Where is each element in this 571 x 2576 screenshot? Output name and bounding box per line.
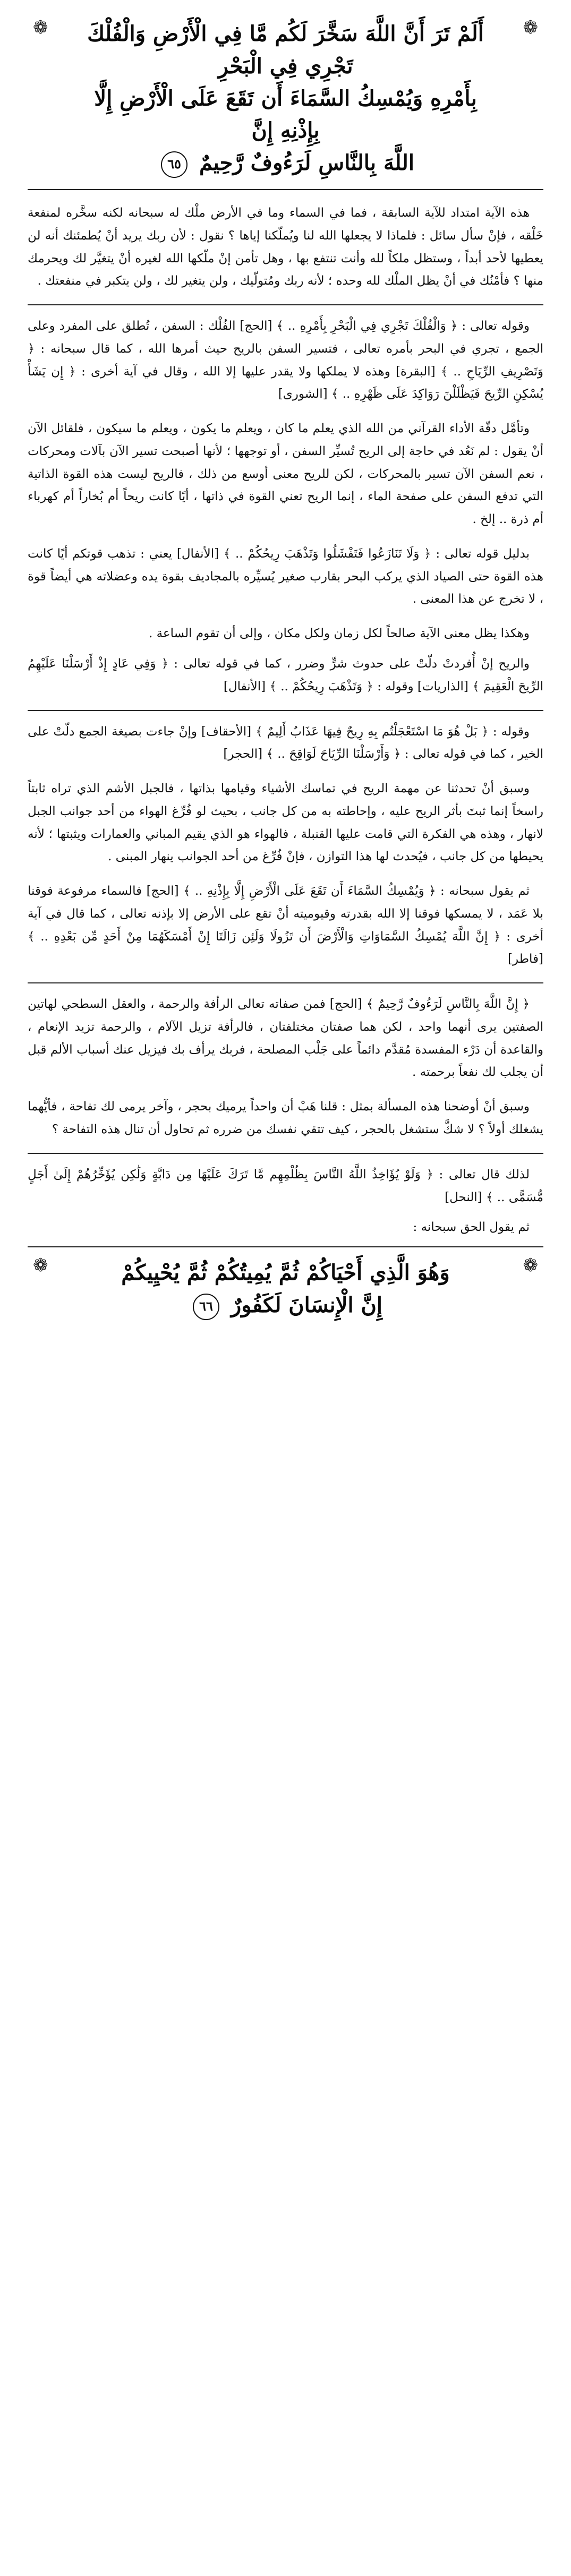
paragraph-2: وقوله تعالى : ﴿ وَالْفُلْكَ تَجْرِي فِي الْبَحْرِ بِأَمْرِهِ .. ﴾ [الحج] الفُلْك : السفن ، تُطلق على المفرد وعلى الجمع ، تجري في البحر بأمره تعالى ، فتسير السفن بالريح حيث أمرها الله ، كما قال سبحانه : ﴿ وَتَصْرِيفِ الرِّيَاحِ .. ﴾ [البقرة] وهذه لا يملكها ولا يقدر عليها إلا الله ، وقال في آية أخرى : ﴿ إِن يَشَأْ يُسْكِنِ الرِّيحَ فَيَظْلَلْنَ رَوَاكِدَ عَلَى ظَهْرِهِ .. ﴾ [الشورى] bbox=[28, 319, 543, 401]
divider bbox=[28, 1153, 543, 1154]
verse-line-text: اللَّهَ بِالنَّاسِ لَرَءُوفٌ رَّحِيمٌ bbox=[199, 150, 414, 176]
paragraph-8: وسبق أنْ تحدثنا عن مهمة الريح في تماسك الأشياء وقيامها بذاتها ، فالجبل الأشم الذي تراه ثابتاً راسخاً إنما ثبتَ بأثر الريح عليه ، وإحاطته به من كل جانب ، بحيث لو فُرِّغ الهواء من أحد جوانب الجبل لانهار ، وهذه هي الفكرة التي قامت عليها القنبلة ، فالهواء هو الذي يقيم المباني والعمارات ويثبتها ؛ لأنه يحيطها من كل جانب ، فيُحدث لها هذا التوازن ، فإنْ فُرِّغ من أحد الجوانب ينهار المبنى . bbox=[28, 782, 543, 864]
paragraph-3: وتأمَّل دقّة الأداء القرآني من الله الذي يعلم ما كان ، ويعلم ما يكون ، ويعلم ما سيكون ، فلقائل الآن أنْ يقول : لم نَعُد في حاجة إلى الريح تُسيِّر السفن ، أو توجهها ؛ لأنها أصبحت تسير الآن بآلات ومحركات ، نعم السفن الآن تسير بالمحركات ، لكن للريح معنى أوسع من ذلك ، فالريح ليست هذه القوة الذاتية التي تدفع السفن على صفحة الماء ، إنما الريح تعني القوة في ذاتها ، أيًا كانت ريحاً أم بُخاراً أم كهرباء أم ذرة .. إلخ . bbox=[28, 422, 544, 527]
ayah-number-badge: ٦٥ bbox=[161, 151, 188, 178]
paragraph-6: والريح إنْ أُفردتْ دلّتْ على حدوث شرٍّ وضرر ، كما في قوله تعالى : ﴿ وَفِي عَادٍ إِذْ أَرْسَلْنَا عَلَيْهِمُ الرِّيحَ الْعَقِيمَ ﴾ [الذاريات] وقوله : ﴿ وَتَذْهَبَ رِيحُكُمْ .. ﴾ [الأنفال] bbox=[28, 657, 543, 694]
paragraph-9: ثم يقول سبحانه : ﴿ وَيُمْسِكُ السَّمَاءَ أَن تَقَعَ عَلَى الْأَرْضِ إِلَّا بِإِذْنِهِ .. ﴾ [الحج] فالسماء مرفوعة فوقنا بلا عَمَد ، لا يمسكها فوقنا إلا الله بقدرته وقيوميته أنْ تقع على الأرض إلا بإذنه تعالى ، كما قال في آية أخرى : ﴿ إِنَّ اللَّهَ يُمْسِكُ السَّمَاوَاتِ وَالْأَرْضَ أَن تَزُولَا وَلَئِن زَالَتَا إِنْ أَمْسَكَهُمَا مِنْ أَحَدٍ مِّن بَعْدِهِ .. ﴾ [فاطر] bbox=[28, 884, 543, 966]
paragraph-12: لذلك قال تعالى : ﴿ وَلَوْ يُؤَاخِذُ اللَّهُ النَّاسَ بِظُلْمِهِم مَّا تَرَكَ عَلَيْهَا مِن دَابَّةٍ وَلَٰكِن يُؤَخِّرُهُمْ إِلَىٰ أَجَلٍ مُّسَمًّى .. ﴾ [النحل] bbox=[28, 1167, 543, 1204]
ornament-left-icon: ❁ bbox=[33, 17, 48, 38]
paragraph-1: هذه الآية امتداد للآية السابقة ، فما في السماء وما في الأرض ملْك له سبحانه لكنه سخَّره لمنفعة خَلْقه ، فإنْ سأل سائل : فلماذا لا يجعلها الله لنا ويُملّكنا إياها ؟ نقول : لأن ربك يريد أنْ يُطمئنك أنه لن يعطيها لأحد أبداً ، وستظل ملكاً لله وأنت تنتفع بها ، وهل تأمن إنْ ملّكها الله لغيره أنْ يتغيَّر لك ويحرمك منها ؟ فأمْنُك في أنْ يظل الملْك لله وحده ؛ لأنه ربك ومُتولّيك ، ولن يتغير لك ، ولن يتكبر في منفعتك . bbox=[28, 206, 543, 288]
paragraph-13: ثم يقول الحق سبحانه : bbox=[413, 1220, 530, 1235]
verse-line-final bbox=[73, 147, 498, 179]
verse-line: بِأَمْرِهِ وَيُمْسِكُ السَّمَاءَ أَن تَقَعَ عَلَى الْأَرْضِ إِلَّا بِإِذْنِهِ إِنَّ bbox=[94, 85, 477, 143]
verse-line: وَهُوَ الَّذِي أَحْيَاكُمْ ثُمَّ يُمِيتُكُمْ ثُمَّ يُحْيِيكُمْ bbox=[121, 1260, 450, 1286]
ornament-left-icon: ❁ bbox=[33, 1255, 48, 1277]
divider bbox=[28, 710, 543, 711]
divider bbox=[28, 304, 543, 305]
paragraph-7: وقوله : ﴿ بَلْ هُوَ مَا اسْتَعْجَلْتُم بِهِ رِيحٌ فِيهَا عَذَابٌ أَلِيمٌ ﴾ [الأحقاف] وإنْ جاءت بصيغة الجمع دلّتْ على الخير ، كما في قوله تعالى : ﴿ وَأَرْسَلْنَا الرِّيَاحَ لَوَاقِحَ .. ﴾ [الحجر] bbox=[28, 724, 543, 761]
divider bbox=[28, 982, 543, 983]
paragraph-4: بدليل قوله تعالى : ﴿ وَلَا تَنَازَعُوا فَتَفْشَلُوا وَتَذْهَبَ رِيحُكُمْ .. ﴾ [الأنفال] يعني : تذهب قوتكم أيًا كانت هذه القوة حتى الصياد الذي يركب البحر بقارب صغير يُسيِّره بالمجاديف بقوة يده وعضلاته هي أيضاً قوة ، لا تخرج عن هذا المعنى . bbox=[28, 546, 543, 606]
verse-line-text: إِنَّ الْإِنسَانَ لَكَفُورٌ bbox=[231, 1292, 383, 1317]
header-verse-block bbox=[28, 10, 543, 190]
paragraph-5: وهكذا يظل معنى الآية صالحاً لكل زمان ولكل مكان ، وإلى أن تقوم الساعة . bbox=[148, 627, 530, 641]
ornament-right-icon: ❁ bbox=[523, 1255, 538, 1277]
verse-line: أَلَمْ تَرَ أَنَّ اللَّهَ سَخَّرَ لَكُم مَّا فِي الْأَرْضِ وَالْفُلْكَ تَجْرِي فِي الْبَحْرِ bbox=[87, 21, 484, 79]
ayah-number-badge: ٦٦ bbox=[193, 1294, 219, 1320]
ornament-right-icon: ❁ bbox=[523, 17, 538, 38]
closing-verse-block bbox=[28, 1246, 543, 1332]
verse-line-final bbox=[79, 1289, 492, 1322]
paragraph-10: ﴿ إِنَّ اللَّهَ بِالنَّاسِ لَرَءُوفٌ رَّحِيمٌ ﴾ [الحج] فمن صفاته تعالى الرأفة والرحمة ، والعقل السطحي لهاتين الصفتين يرى أنهما واحد ، لكن هما صفتان مختلفتان ، فالرأفة تزيل الآلام ، والرحمة تزيد الإنعام ، والقاعدة أن دَرْء المفسدة مُقدَّم دائماً على جَلْب المصلحة ، فربك يرأف بك فيزيل عنك أسباب الألم قبل أن يجلب لك نفعاً برحمته . bbox=[28, 997, 543, 1080]
paragraph-11: وسبق أنْ أوضحنا هذه المسألة بمثل : قلنا هَبْ أن واحداً يرميك بحجر ، وآخر يرمى لك تفاحة ، فأيُّهما يشغلك أولاً ؟ لا شكَّ ستشغل بالحجر ، كيف تتقي نفسك من ضرره ثم تحاول أن تنال هذه التفاحة ؟ bbox=[28, 1100, 543, 1137]
